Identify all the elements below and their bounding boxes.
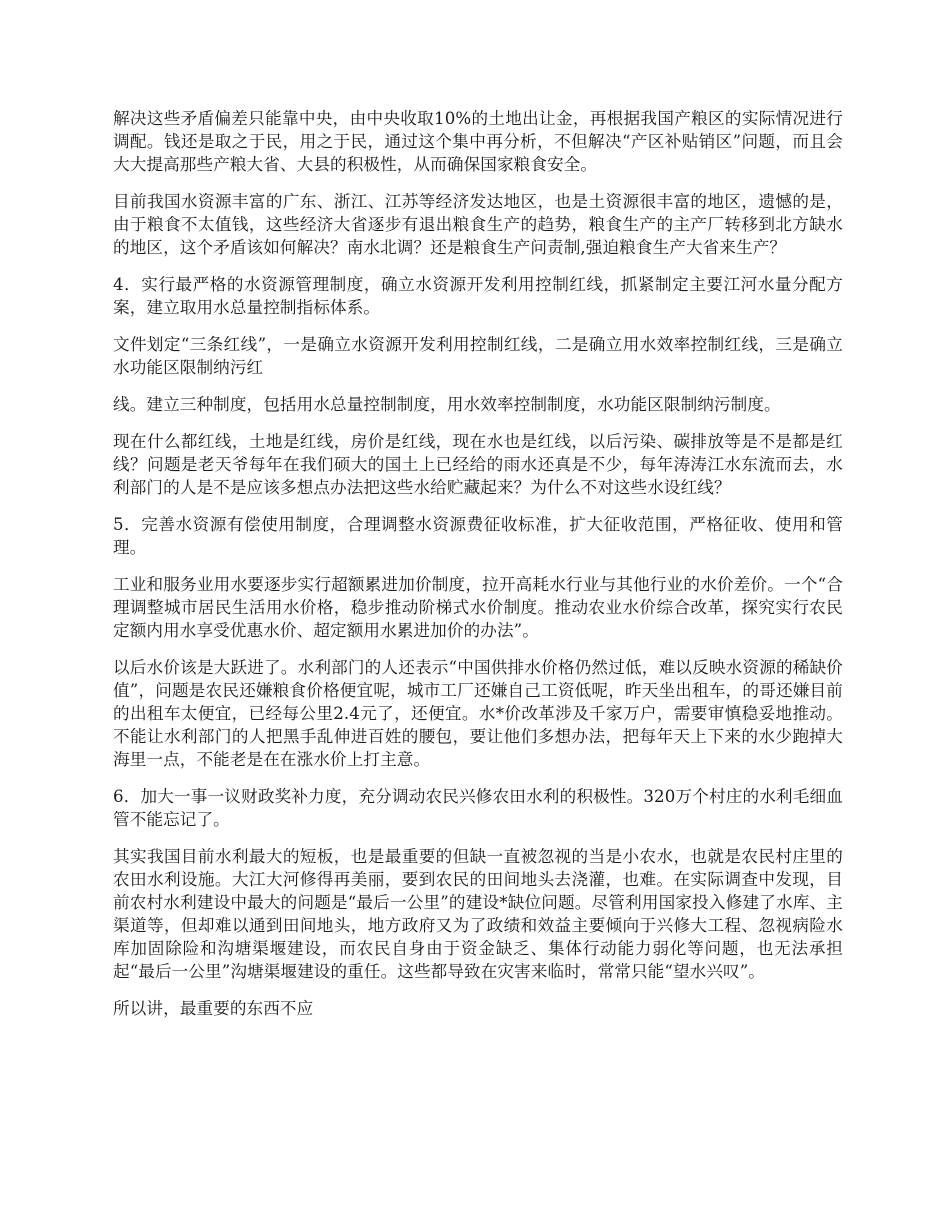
section-heading-5: 5．完善水资源有偿使用制度，合理调整水资源费征收标准，扩大征收范围，严格征收、使用和管理。 <box>113 515 843 557</box>
paragraph: 工业和服务业用水要逐步实行超额累进加价制度，拉开高耗水行业与其他行业的水价差价。一个“合理调整城市居民生活用水价格，稳步推动阶梯式水价制度。推动农业水价综合改革，探究实行农民定额内用水享受优惠水价、超定额用水累进加价的办法”。 <box>113 575 843 640</box>
paragraph: 其实我国目前水利最大的短板，也是最重要的但缺一直被忽视的当是小农水，也就是农民村庄里的农田水利设施。大江大河修得再美丽，要到农民的田间地头去浇灌，也难。在实际调查中发现，目前农村水利建设中最大的问题是“最后一公里”的建设*缺位问题。尽管利用国家投入修建了水库、主渠道等，但却难以通到田间地头，地方政府又为了政绩和效益主要倾向于兴修大工程、忽视病险水库加固除险和沟塘渠堰建设，而农民自身由于资金缺乏、集体行动能力弱化等问题，也无法承担起“最后一公里”沟塘渠堰建设的重任。这些都导致在灾害来临时，常常只能“望水兴叹”。 <box>113 847 843 981</box>
paragraph: 文件划定“三条红线”，一是确立水资源开发利用控制红线，二是确立用水效率控制红线，三是确立水功能区限制纳污红 <box>113 335 843 377</box>
section-heading-4: 4．实行最严格的水资源管理制度，确立水资源开发利用控制红线，抓紧制定主要江河水量分配方案，建立取用水总量控制指标体系。 <box>113 275 843 317</box>
paragraph: 解决这些矛盾偏差只能靠中央，由中央收取10%的土地出让金，再根据我国产粮区的实际情况进行调配。钱还是取之于民，用之于民，通过这个集中再分析，不但解决“产区补贴销区”问题，而且会大大提高那些产粮大省、大县的积极性，从而确保国家粮食安全。 <box>113 109 843 174</box>
paragraph: 所以讲，最重要的东西不应 <box>113 999 314 1018</box>
section-heading-6: 6．加大一事一议财政奖补力度，充分调动农民兴修农田水利的积极性。320万个村庄的水利毛细血管不能忘记了。 <box>113 787 843 829</box>
paragraph: 以后水价该是大跃进了。水利部门的人还表示“中国供排水价格仍然过低，难以反映水资源的稀缺价值”，问题是农民还嫌粮食价格便宜呢，城市工厂还嫌自己工资低呢，昨天坐出租车，的哥还嫌目前的出租车太便宜，已经每公里2.4元了，还便宜。水*价改革涉及千家万户，需要审慎稳妥地推动。不能让水利部门的人把黑手乱伸进百姓的腰包，要让他们多想办法，把每年天上下来的水少跑掉大海里一点，不能老是在在涨水价上打主意。 <box>113 658 843 769</box>
paragraph: 目前我国水资源丰富的广东、浙江、江苏等经济发达地区，也是土资源很丰富的地区，遗憾的是，由于粮食不太值钱，这些经济大省逐步有退出粮食生产的趋势，粮食生产的主产厂转移到北方缺水的地区，这个矛盾该如何解决？南水北调？还是粮食生产问责制,强迫粮食生产大省来生产？ <box>113 192 843 257</box>
document-body <box>113 107 843 1034</box>
paragraph: 现在什么都红线，土地是红线，房价是红线，现在水也是红线，以后污染、碳排放等是不是都是红线？问题是老天爷每年在我们硕大的国土上已经给的雨水还真是不少，每年涛涛江水东流而去，水利部门的人是不是应该多想点办法把这些水给贮藏起来？为什么不对这些水设红线？ <box>113 432 843 497</box>
paragraph: 线。建立三种制度，包括用水总量控制制度，用水效率控制制度，水功能区限制纳污制度。 <box>113 395 781 414</box>
